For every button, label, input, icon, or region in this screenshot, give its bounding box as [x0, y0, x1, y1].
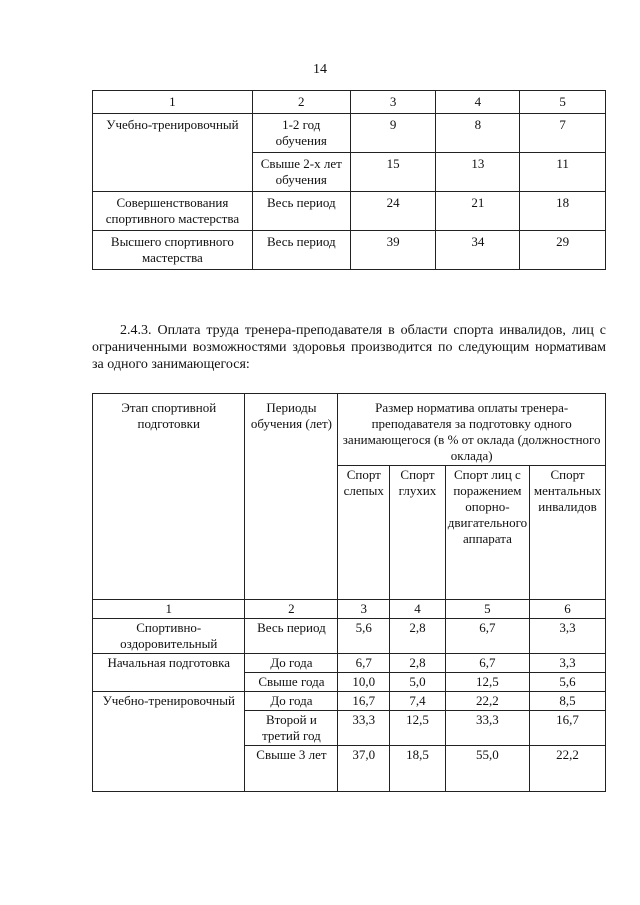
period-cell: Свыше 3 лет	[245, 746, 338, 792]
period-cell: Свыше года	[245, 673, 338, 692]
sport-column-header: Спорт ментальных инвалидов	[530, 466, 606, 600]
stage-cell: Спортивно-оздоровительный	[93, 619, 245, 654]
value-cell: 5,6	[530, 673, 606, 692]
value-cell: 34	[436, 231, 520, 270]
table-row	[93, 654, 606, 673]
value-cell: 12,5	[445, 673, 529, 692]
number-cell: 6	[530, 600, 606, 619]
value-cell: 15	[350, 153, 436, 192]
value-cell: 3,3	[530, 619, 606, 654]
table-row	[93, 192, 606, 231]
value-cell: 18,5	[390, 746, 446, 792]
value-cell: 16,7	[338, 692, 390, 711]
period-cell: Весь период	[245, 619, 338, 654]
value-cell: 6,7	[338, 654, 390, 673]
stage-cell: Совершенствования спортивного мастерства	[93, 192, 253, 231]
norm-header: Размер норматива оплаты тренера-преподавателя за подготовку одного занимающегося (в % от оклада (должностного оклада)	[338, 394, 606, 466]
sport-column-header: Спорт глухих	[390, 466, 446, 600]
period-cell: Свыше 2-х лет обучения	[252, 153, 350, 192]
period-cell: Второй и третий год	[245, 711, 338, 746]
stage-cell: Учебно-тренировочный	[93, 692, 245, 792]
period-header: Периоды обучения (лет)	[245, 394, 338, 600]
table-header-row	[93, 91, 606, 114]
number-cell: 5	[445, 600, 529, 619]
period-cell: Весь период	[252, 192, 350, 231]
header-cell: 5	[520, 91, 606, 114]
period-cell: Весь период	[252, 231, 350, 270]
value-cell: 6,7	[445, 654, 529, 673]
value-cell: 9	[350, 114, 436, 153]
value-cell: 5,6	[338, 619, 390, 654]
value-cell: 29	[520, 231, 606, 270]
number-cell: 1	[93, 600, 245, 619]
value-cell: 12,5	[390, 711, 446, 746]
value-cell: 55,0	[445, 746, 529, 792]
value-cell: 6,7	[445, 619, 529, 654]
disabled-sports-payment-table	[92, 393, 606, 792]
value-cell: 37,0	[338, 746, 390, 792]
table-row	[93, 114, 606, 153]
number-cell: 3	[338, 600, 390, 619]
value-cell: 2,8	[390, 654, 446, 673]
table-row	[93, 231, 606, 270]
value-cell: 13	[436, 153, 520, 192]
value-cell: 5,0	[390, 673, 446, 692]
table-header-row	[93, 394, 606, 466]
value-cell: 8	[436, 114, 520, 153]
value-cell: 33,3	[445, 711, 529, 746]
sport-column-header: Спорт лиц с поражением опорно-двигательного аппарата	[445, 466, 529, 600]
number-cell: 2	[245, 600, 338, 619]
header-cell: 2	[252, 91, 350, 114]
period-cell: До года	[245, 692, 338, 711]
value-cell: 7	[520, 114, 606, 153]
page-number: 14	[313, 62, 327, 77]
period-cell: 1-2 год обучения	[252, 114, 350, 153]
stage-cell: Учебно-тренировочный	[93, 114, 253, 192]
value-cell: 2,8	[390, 619, 446, 654]
value-cell: 11	[520, 153, 606, 192]
value-cell: 8,5	[530, 692, 606, 711]
stage-cell: Высшего спортивного мастерства	[93, 231, 253, 270]
header-cell: 3	[350, 91, 436, 114]
sport-column-header: Спорт слепых	[338, 466, 390, 600]
header-cell: 1	[93, 91, 253, 114]
table-number-row	[93, 600, 606, 619]
value-cell: 18	[520, 192, 606, 231]
value-cell: 7,4	[390, 692, 446, 711]
value-cell: 33,3	[338, 711, 390, 746]
value-cell: 22,2	[445, 692, 529, 711]
value-cell: 22,2	[530, 746, 606, 792]
training-payment-table	[92, 90, 606, 270]
value-cell: 16,7	[530, 711, 606, 746]
value-cell: 24	[350, 192, 436, 231]
paragraph-2-4-3: 2.4.3. Оплата труда тренера-преподавателя в области спорта инвалидов, лиц с ограниченными возможностями здоровья производится по следующим нормативам за одного занимающегося:	[92, 323, 606, 372]
number-cell: 4	[390, 600, 446, 619]
value-cell: 3,3	[530, 654, 606, 673]
stage-header: Этап спортивной подготовки	[93, 394, 245, 600]
stage-cell: Начальная подготовка	[93, 654, 245, 692]
table-row	[93, 619, 606, 654]
value-cell: 39	[350, 231, 436, 270]
period-cell: До года	[245, 654, 338, 673]
header-cell: 4	[436, 91, 520, 114]
value-cell: 21	[436, 192, 520, 231]
table-row	[93, 692, 606, 711]
value-cell: 10,0	[338, 673, 390, 692]
